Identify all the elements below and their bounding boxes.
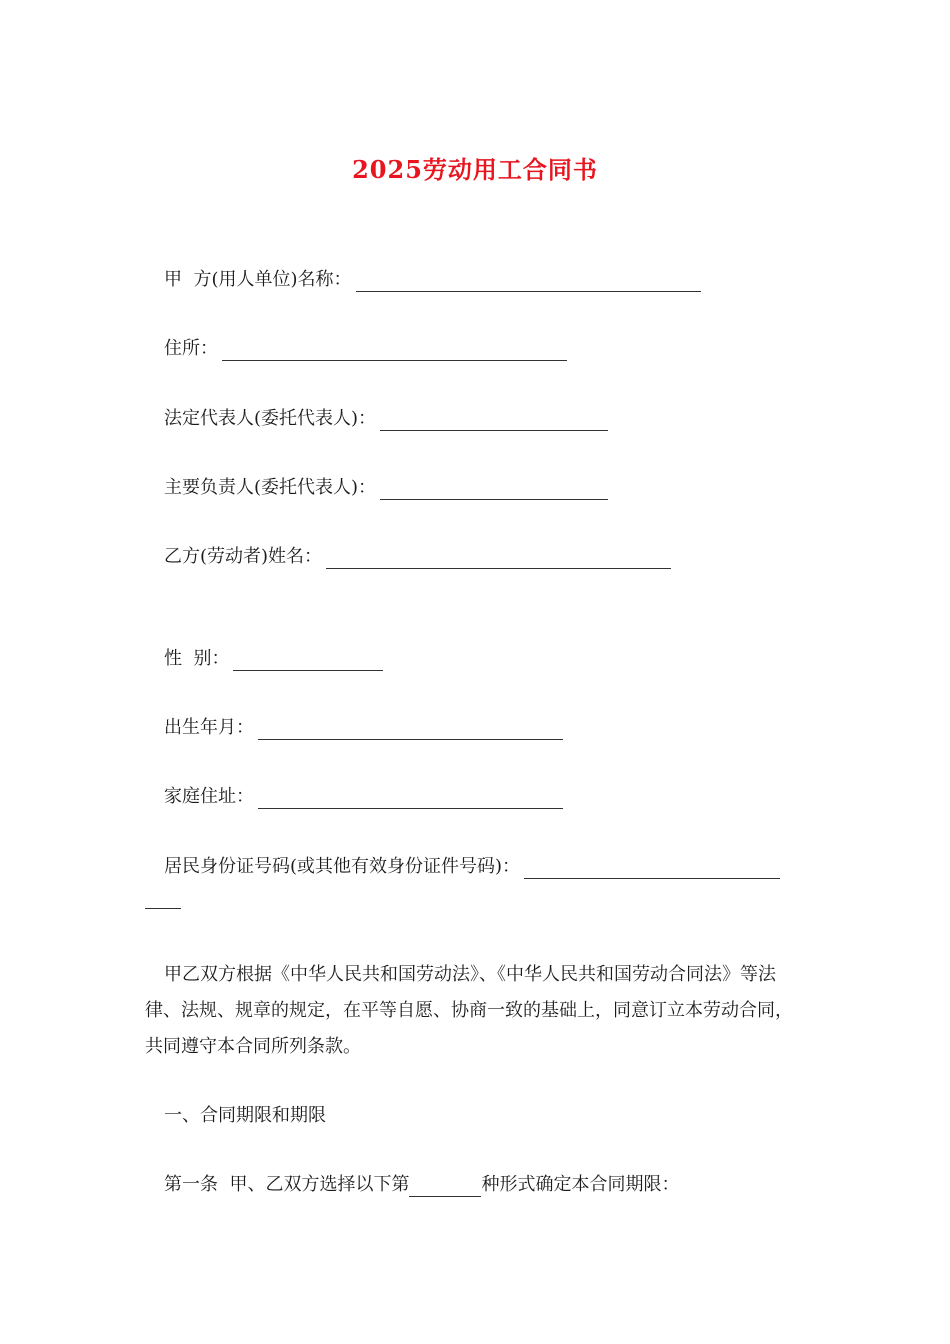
fill-blank[interactable]	[326, 550, 671, 569]
field-employer-address	[164, 337, 567, 361]
field-birth-date	[164, 716, 563, 740]
field-label: 居民身份证号码(或其他有效身份证件号码)：	[164, 856, 521, 877]
field-label: 住所：	[164, 338, 218, 359]
fill-blank[interactable]	[222, 342, 567, 361]
field-id-number	[164, 855, 780, 879]
field-principal	[164, 476, 608, 500]
field-label: 性 别：	[164, 648, 230, 669]
field-employer-name	[164, 268, 701, 292]
article-suffix: 种形式确定本合同期限：	[481, 1174, 680, 1195]
field-gender	[164, 647, 383, 671]
fill-blank[interactable]	[380, 412, 608, 431]
field-label: 主要负责人(委托代表人)：	[164, 477, 377, 498]
fill-blank[interactable]	[524, 860, 780, 879]
intro-paragraph	[145, 957, 810, 1065]
fill-blank[interactable]	[233, 652, 383, 671]
article-prefix: 第一条 甲、乙双方选择以下第	[164, 1174, 410, 1195]
document-title: 2025劳动用工合同书	[352, 155, 598, 184]
field-legal-representative	[164, 407, 608, 431]
field-label: 甲 方(用人单位)名称：	[164, 269, 352, 290]
fill-blank[interactable]	[409, 1178, 481, 1197]
field-employee-name	[164, 545, 671, 569]
field-label: 法定代表人(委托代表人)：	[164, 408, 377, 429]
section-title: 一、合同期限和期限	[164, 1105, 326, 1126]
article-1	[164, 1173, 679, 1197]
fill-blank[interactable]	[258, 721, 563, 740]
intro-text: 甲乙双方根据《中华人民共和国劳动法》、《中华人民共和国劳动合同法》等法律、法规、规章的规定，在平等自愿、协商一致的基础上，同意订立本劳动合同，共同遵守本合同所列条款。	[145, 964, 793, 1057]
fill-blank[interactable]	[380, 481, 608, 500]
field-label: 家庭住址：	[164, 786, 254, 807]
fill-blank-continuation[interactable]	[145, 908, 181, 909]
field-label: 乙方(劳动者)姓名：	[164, 546, 323, 567]
field-label: 出生年月：	[164, 717, 254, 738]
field-home-address	[164, 785, 563, 809]
fill-blank[interactable]	[356, 273, 701, 292]
section-heading	[164, 1104, 326, 1128]
fill-blank[interactable]	[258, 790, 563, 809]
